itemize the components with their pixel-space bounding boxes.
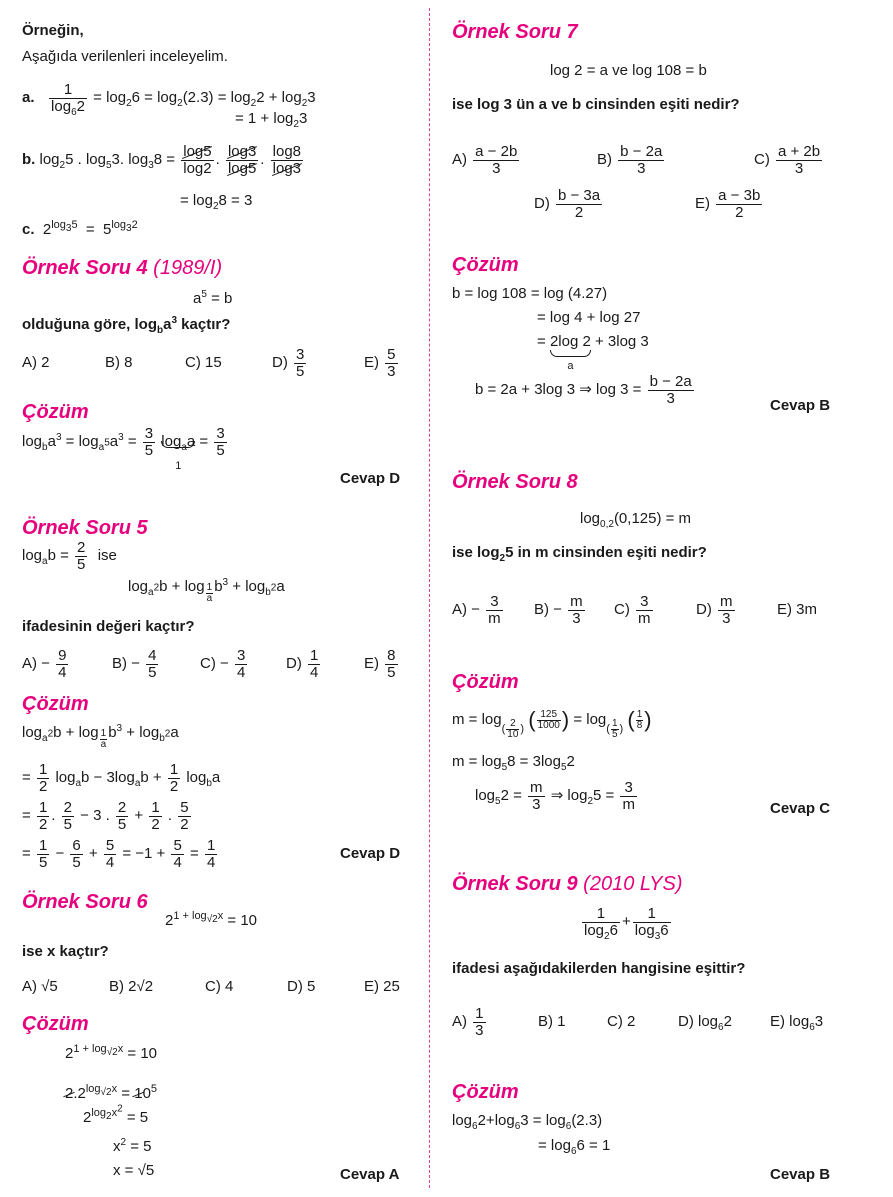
q5-option-a[interactable]: A) − $\frac{9}{4}$ xyxy=(22,646,67,681)
q5-sol3: = $\frac{1}{2}$ . $\frac{2}{5}$ − 3 . $\frac{2}{5}$ + $\frac{1}{2}$ . $\frac{5}{2}$ xyxy=(22,798,189,833)
q8-sol2: $m = \log_58 = 3\log_52$ xyxy=(452,753,575,773)
q4-cevap: Cevap D xyxy=(340,470,401,487)
q9-cozum: Çözüm xyxy=(452,1081,519,1103)
ornegin-b-line2: = $\log_28 = 3$ xyxy=(180,192,253,212)
q8-option-c[interactable]: C) $\frac{3}{m}$ xyxy=(614,592,651,627)
q8-option-e[interactable]: E) 3m xyxy=(777,601,818,618)
q8-given: $\log_{0,2}(0,125) = m$ xyxy=(580,510,692,530)
q9-title: Örnek Soru 9 (2010 LYS) xyxy=(452,873,683,895)
q7-sol2: = log 4 + log 27 xyxy=(537,309,641,326)
q5-sol4: = $\frac{1}{5}$ − $\frac{6}{5}$ + $\frac{5}{4}$ = −1 + $\frac{5}{4}$ = $\frac{1}{4}$ xyxy=(22,836,216,871)
q6-option-e[interactable]: E) 25 xyxy=(364,978,400,995)
q9-sol1: $\log_62+\log_63 = \log_6(2.3)$ xyxy=(452,1112,603,1132)
q9-cevap: Cevap B xyxy=(770,1166,831,1183)
q6-option-d[interactable]: D) 5 xyxy=(287,978,316,995)
q5-sol1: $\log_{a^2}b + \log$ $\frac{1}{a}$ $b^3 + \log_{b^2}a$ xyxy=(22,723,179,750)
q9-question: ifadesi aşağıdakilerden hangisine eşittir? xyxy=(452,960,746,977)
q7-option-d[interactable]: D) $\frac{b - 3a}{2}$ xyxy=(534,186,601,221)
q7-cozum: Çözüm xyxy=(452,254,519,276)
q4-title: Örnek Soru 4 (1989/I) xyxy=(22,257,223,279)
q6-cevap: Cevap A xyxy=(340,1166,400,1183)
q5-given: $\log_ab$ = $\frac{2}{5}$ ise xyxy=(22,538,117,573)
q4-option-a[interactable]: A) 2 xyxy=(22,354,50,371)
q6-option-b[interactable]: B) 2√2 xyxy=(109,978,154,995)
q6-question: ise x kaçtır? xyxy=(22,943,109,960)
q7-sol4: b = 2a + 3log 3 ⇒ log 3 = $\frac{b - 2a}{3}$ xyxy=(475,372,692,407)
q4-given: $a^5 = b$ xyxy=(193,289,233,307)
q7-given: log 2 = a ve log 108 = b xyxy=(550,62,707,79)
q9-option-a[interactable]: A) $\frac{1}{3}$ xyxy=(452,1004,484,1039)
q9-given: $\frac{1}{\log_26}$ + $\frac{1}{\log_36}$ xyxy=(584,904,669,942)
ornegin-title: Örneğin, xyxy=(22,22,84,39)
q9-option-b[interactable]: B) 1 xyxy=(538,1013,566,1030)
q6-option-c[interactable]: C) 4 xyxy=(205,978,234,995)
q4-option-d[interactable]: D) $\frac{3}{5}$ xyxy=(272,345,305,380)
q6-sol3: $2^{log_2x^2} = 5$ xyxy=(83,1103,149,1126)
q7-option-b[interactable]: B) $\frac{b - 2a}{3}$ xyxy=(597,142,663,177)
q7-sol1: b = log 108 = log (4.27) xyxy=(452,285,608,302)
q6-given: $2^{1 + log_{√2}x} = 10$ xyxy=(165,910,258,929)
q5-option-d[interactable]: D) $\frac{1}{4}$ xyxy=(286,646,319,681)
ornegin-intro: Aşağıda verilenleri inceleyelim. xyxy=(22,48,228,65)
q6-sol1: $2^{1 + log_{√2}x} = 10$ xyxy=(65,1043,158,1062)
q5-option-c[interactable]: C) − $\frac{3}{4}$ xyxy=(200,646,246,681)
q6-cozum: Çözüm xyxy=(22,1013,89,1035)
q7-option-a[interactable]: A) $\frac{a - 2b}{3}$ xyxy=(452,142,518,177)
q7-title: Örnek Soru 7 xyxy=(452,21,578,43)
q7-question: ise log 3 ün a ve b cinsinden eşiti nedir? xyxy=(452,96,740,113)
ornegin-a-line2: = $1 + \log_23$ xyxy=(235,110,308,130)
right-column xyxy=(430,0,893,1197)
q8-question: ise $\log_25$ in m cinsinden eşiti nedir? xyxy=(452,544,707,564)
q9-sol2: = $\log_66 = 1$ xyxy=(538,1137,611,1157)
q4-solution: $\log_ba^3 = \log_{a^5}a^3$ = $\frac{3}{5}$ $\log_aa$ 1 = $\frac{3}{5}$ xyxy=(22,424,225,472)
q4-option-c[interactable]: C) 15 xyxy=(185,354,222,371)
ornegin-b: b. $\log_25$ . $\log_53$. $\log_38$ = $\frac{\log 5}{\log 2}$ . $\frac{\log 3}{\log 5}$ . $\frac{\log 8}{\log 3}$ xyxy=(22,142,301,177)
q6-title: Örnek Soru 6 xyxy=(22,891,148,913)
q4-cozum: Çözüm xyxy=(22,401,89,423)
q9-option-d[interactable]: D) $\log_62$ xyxy=(678,1013,732,1033)
q5-option-e[interactable]: E) $\frac{8}{5}$ xyxy=(364,646,396,681)
q8-cozum: Çözüm xyxy=(452,671,519,693)
ornegin-a: a. $\frac{1}{\log_62}$ = $\log_26 = \log_2(2.3) = \log_22 + \log_23$ xyxy=(22,80,316,118)
q9-option-c[interactable]: C) 2 xyxy=(607,1013,636,1030)
q7-option-e[interactable]: E) $\frac{a - 3b}{2}$ xyxy=(695,186,761,221)
q4-option-e[interactable]: E) $\frac{5}{3}$ xyxy=(364,345,396,380)
ornegin-c: c. $2^{log_35} = 5^{log_32}$ xyxy=(22,219,138,238)
q7-sol3: = 2log 2 a + 3log 3 xyxy=(537,333,649,372)
q4-option-b[interactable]: B) 8 xyxy=(105,354,133,371)
q5-cozum: Çözüm xyxy=(22,693,89,715)
q6-option-a[interactable]: A) √5 xyxy=(22,978,58,995)
q8-option-a[interactable]: A) − $\frac{3}{m}$ xyxy=(452,592,501,627)
q5-title: Örnek Soru 5 xyxy=(22,517,148,539)
q6-sol2: $2.2^{log_{√2}x} = 10^5$ xyxy=(65,1082,157,1106)
q6-sol4: $x^2 = 5$ xyxy=(113,1137,152,1155)
q7-cevap: Cevap B xyxy=(770,397,831,414)
q8-title: Örnek Soru 8 xyxy=(452,471,578,493)
q7-option-c[interactable]: C) $\frac{a + 2b}{3}$ xyxy=(754,142,821,177)
q4-question: olduğuna göre, $\log_ba^3$ kaçtır? xyxy=(22,315,231,336)
q6-sol5: x = √5 xyxy=(113,1162,155,1179)
q9-option-e[interactable]: E) $\log_63$ xyxy=(770,1013,824,1033)
q5-cevap: Cevap D xyxy=(340,845,401,862)
left-column xyxy=(0,0,430,1197)
q5-expr: $\log_{a^2}b + \log$ $\frac{1}{a}$ $b^3 + \log_{b^2}a$ xyxy=(128,577,285,604)
q8-option-d[interactable]: D) $\frac{m}{3}$ xyxy=(696,592,733,627)
q5-question: ifadesinin değeri kaçtır? xyxy=(22,618,195,635)
q5-sol2: = $\frac{1}{2}$ $\log_ab - 3\log_ab$ + $\frac{1}{2}$ $\log_ba$ xyxy=(22,760,221,795)
q8-option-b[interactable]: B) − $\frac{m}{3}$ xyxy=(534,592,583,627)
q5-option-b[interactable]: B) − $\frac{4}{5}$ xyxy=(112,646,157,681)
q8-sol1: $m = \log_{( \frac{2}{10} )}$ ( $\frac{125}{1000}$ ) = $\log_{( \frac{1}{5} )}$ ( $\frac{1}{8}$ ) xyxy=(452,707,652,740)
q8-cevap: Cevap C xyxy=(770,800,831,817)
q8-sol3: $\log_52$ = $\frac{m}{3}$ ⇒ $\log_25$ = $\frac{3}{m}$ xyxy=(475,778,635,813)
